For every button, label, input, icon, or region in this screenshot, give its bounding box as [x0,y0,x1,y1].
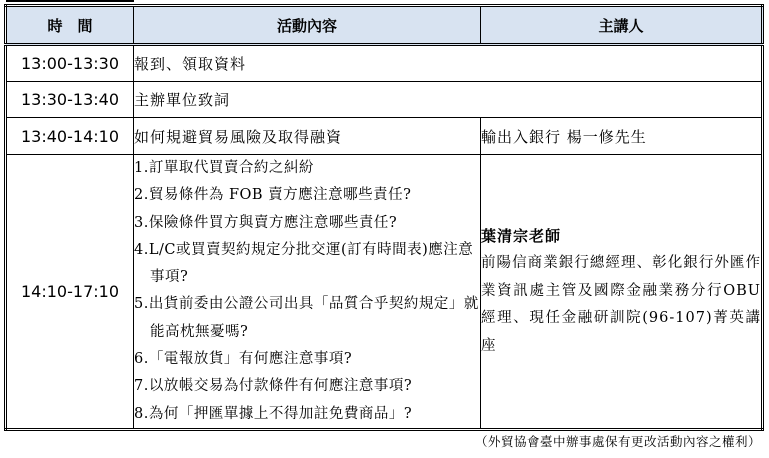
speaker-bio: 前陽信商業銀行總經理、彰化銀行外匯作業資訊處主管及國際金融業務分行OBU經理、現任金融研訓院(96-107)菁英講座 [481,255,761,354]
header-content: 活動內容 [134,6,481,45]
content-items-cell [134,155,481,430]
list-item: 5.出貨前委由公證公司出具「品質合乎契約規定」就能高枕無憂嗎? [134,296,479,340]
list-item: 4.L/C或買賣契約規定分批交運(訂有時間表)應注意事項? [134,241,474,286]
table-header-row [6,6,763,45]
footnote: （外貿協會臺中辦事處保有更改活動內容之權利） [474,434,761,449]
list-item: 6.「電報放貨」有何應注意事項? [134,351,353,368]
speaker-cell: 輸出入銀行 楊一修先生 [481,118,763,155]
agenda-table [4,4,764,431]
time-cell: 13:40-14:10 [6,118,134,155]
header-time: 時 間 [6,6,134,45]
content-cell: 主辦單位致詞 [134,82,763,118]
table-row [6,118,763,155]
time-cell: 14:10-17:10 [6,155,134,430]
content-cell: 如何規避貿易風險及取得融資 [134,118,481,155]
speaker-cell [481,155,763,430]
time-cell: 13:30-13:40 [6,82,134,118]
time-cell: 13:00-13:30 [6,45,134,82]
list-item: 7.以放帳交易為付款條件有何應注意事項? [134,378,413,395]
list-item: 3.保險條件買方與賣方應注意哪些責任? [134,214,398,231]
list-item: 8.為何「押匯單據上不得加註免費商品」? [134,405,413,422]
list-item: 2.貿易條件為 FOB 賣方應注意哪些責任? [134,187,412,204]
speaker-name: 葉清宗老師 [481,226,562,245]
header-speaker: 主講人 [481,6,763,45]
content-cell: 報到、領取資料 [134,45,763,82]
list-item: 1.訂單取代買賣合約之糾紛 [134,160,314,176]
table-row [6,82,763,118]
table-row [6,155,763,430]
table-row [6,45,763,82]
topic-list [134,155,480,428]
